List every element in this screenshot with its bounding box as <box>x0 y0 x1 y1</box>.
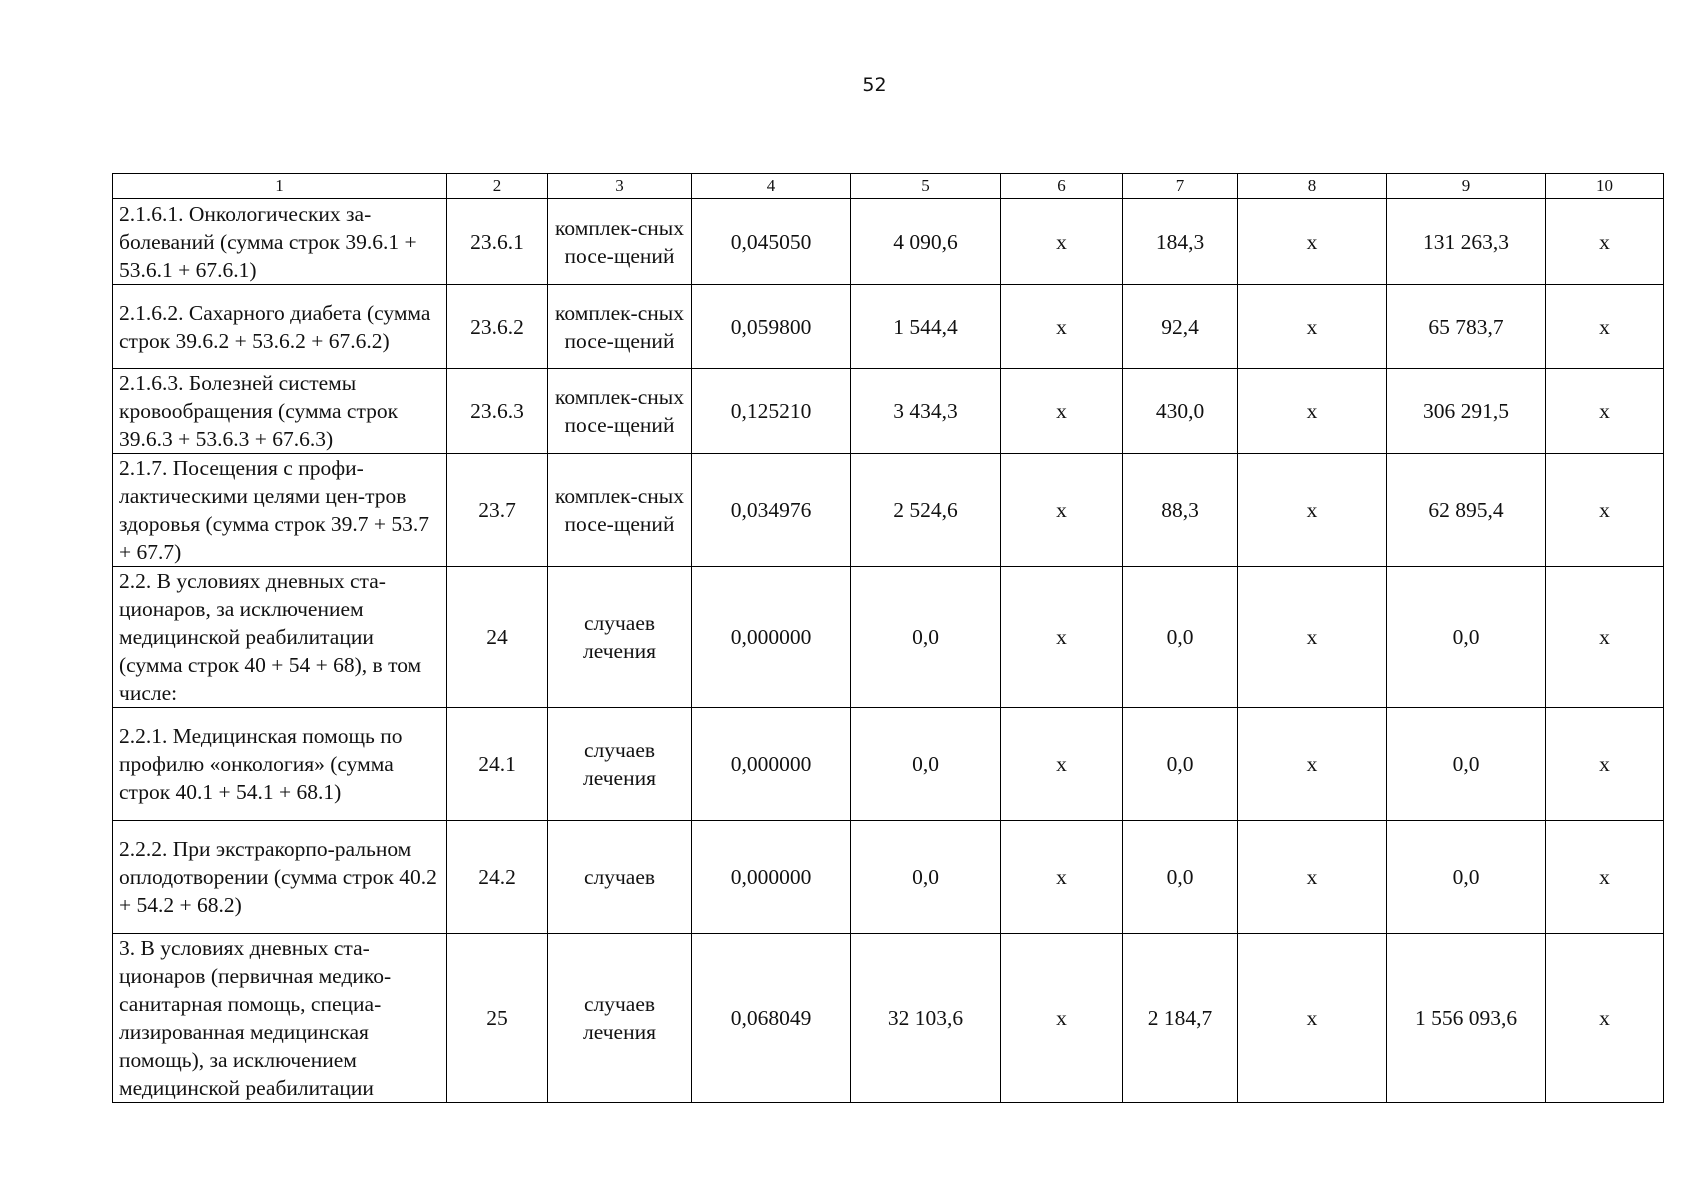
table-header <box>113 174 1664 199</box>
value-cell: 0,125210 <box>692 369 851 454</box>
row-label: 2.1.6.2. Сахарного диабета (сумма строк 39.6.2 + 53.6.2 + 67.6.2) <box>113 285 447 369</box>
unit-cell: комплек-сных посе-щений <box>548 199 692 285</box>
column-header: 1 <box>113 174 447 199</box>
value-cell: 0,0 <box>1123 708 1238 821</box>
value-cell: х <box>1238 285 1387 369</box>
row-number: 23.7 <box>447 454 548 567</box>
column-header: 3 <box>548 174 692 199</box>
row-number: 24 <box>447 567 548 708</box>
column-header: 10 <box>1546 174 1664 199</box>
value-cell: х <box>1001 567 1123 708</box>
value-cell: х <box>1546 369 1664 454</box>
value-cell: х <box>1238 454 1387 567</box>
value-cell: 0,0 <box>1387 708 1546 821</box>
table-row <box>113 821 1664 934</box>
row-number: 23.6.1 <box>447 199 548 285</box>
column-header: 2 <box>447 174 548 199</box>
value-cell: 0,000000 <box>692 821 851 934</box>
value-cell: 0,0 <box>1123 567 1238 708</box>
value-cell: 0,0 <box>1387 821 1546 934</box>
table-row <box>113 934 1664 1103</box>
row-number: 23.6.2 <box>447 285 548 369</box>
row-number: 25 <box>447 934 548 1103</box>
value-cell: 0,0 <box>851 821 1001 934</box>
value-cell: 0,0 <box>851 708 1001 821</box>
value-cell: х <box>1001 821 1123 934</box>
value-cell: 131 263,3 <box>1387 199 1546 285</box>
unit-cell: случаев лечения <box>548 708 692 821</box>
table-row <box>113 199 1664 285</box>
value-cell: х <box>1546 199 1664 285</box>
value-cell: 0,000000 <box>692 708 851 821</box>
column-header: 4 <box>692 174 851 199</box>
unit-cell: случаев лечения <box>548 567 692 708</box>
column-header: 7 <box>1123 174 1238 199</box>
value-cell: 0,068049 <box>692 934 851 1103</box>
value-cell: 65 783,7 <box>1387 285 1546 369</box>
value-cell: 62 895,4 <box>1387 454 1546 567</box>
value-cell: х <box>1238 934 1387 1103</box>
value-cell: х <box>1546 454 1664 567</box>
value-cell: 0,045050 <box>692 199 851 285</box>
value-cell: 1 544,4 <box>851 285 1001 369</box>
row-number: 23.6.3 <box>447 369 548 454</box>
value-cell: 2 184,7 <box>1123 934 1238 1103</box>
value-cell: 2 524,6 <box>851 454 1001 567</box>
value-cell: 0,034976 <box>692 454 851 567</box>
value-cell: х <box>1546 821 1664 934</box>
row-label: 3. В условиях дневных ста-ционаров (первичная медико-санитарная помощь, специа-лизированная медицинская помощь), за исключением медицинской реабилитации <box>113 934 447 1103</box>
value-cell: 430,0 <box>1123 369 1238 454</box>
value-cell: х <box>1238 567 1387 708</box>
value-cell: х <box>1001 285 1123 369</box>
value-cell: х <box>1238 369 1387 454</box>
unit-cell: случаев <box>548 821 692 934</box>
row-label: 2.1.6.3. Болезней системы кровообращения (сумма строк 39.6.3 + 53.6.3 + 67.6.3) <box>113 369 447 454</box>
value-cell: х <box>1546 285 1664 369</box>
value-cell: 306 291,5 <box>1387 369 1546 454</box>
column-header: 8 <box>1238 174 1387 199</box>
column-header: 6 <box>1001 174 1123 199</box>
row-label: 2.2.1. Медицинская помощь по профилю «онкология» (сумма строк 40.1 + 54.1 + 68.1) <box>113 708 447 821</box>
column-header: 5 <box>851 174 1001 199</box>
row-number: 24.1 <box>447 708 548 821</box>
value-cell: 0,0 <box>1387 567 1546 708</box>
row-label: 2.2.2. При экстракорпо-ральном оплодотворении (сумма строк 40.2 + 54.2 + 68.2) <box>113 821 447 934</box>
value-cell: х <box>1001 369 1123 454</box>
unit-cell: комплек-сных посе-щений <box>548 285 692 369</box>
value-cell: 0,000000 <box>692 567 851 708</box>
row-label: 2.1.6.1. Онкологических за-болеваний (сумма строк 39.6.1 + 53.6.1 + 67.6.1) <box>113 199 447 285</box>
unit-cell: комплек-сных посе-щений <box>548 454 692 567</box>
value-cell: х <box>1001 934 1123 1103</box>
value-cell: 3 434,3 <box>851 369 1001 454</box>
value-cell: х <box>1238 199 1387 285</box>
value-cell: 32 103,6 <box>851 934 1001 1103</box>
value-cell: х <box>1546 567 1664 708</box>
data-table <box>112 173 1664 1103</box>
value-cell: 0,0 <box>1123 821 1238 934</box>
value-cell: 92,4 <box>1123 285 1238 369</box>
value-cell: 88,3 <box>1123 454 1238 567</box>
column-header: 9 <box>1387 174 1546 199</box>
value-cell: 0,0 <box>851 567 1001 708</box>
value-cell: х <box>1546 708 1664 821</box>
value-cell: 184,3 <box>1123 199 1238 285</box>
value-cell: х <box>1001 454 1123 567</box>
value-cell: х <box>1238 708 1387 821</box>
table-row <box>113 567 1664 708</box>
table-body <box>113 199 1664 1103</box>
row-label: 2.2. В условиях дневных ста-ционаров, за исключением медицинской реабилитации (сумма строк 40 + 54 + 68), в том числе: <box>113 567 447 708</box>
table-row <box>113 285 1664 369</box>
unit-cell: комплек-сных посе-щений <box>548 369 692 454</box>
header-row <box>113 174 1664 199</box>
value-cell: х <box>1001 199 1123 285</box>
value-cell: 1 556 093,6 <box>1387 934 1546 1103</box>
value-cell: х <box>1546 934 1664 1103</box>
table-row <box>113 454 1664 567</box>
unit-cell: случаев лечения <box>548 934 692 1103</box>
value-cell: х <box>1238 821 1387 934</box>
row-label: 2.1.7. Посещения с профи-лактическими целями цен-тров здоровья (сумма строк 39.7 + 53.7 + 67.7) <box>113 454 447 567</box>
value-cell: 0,059800 <box>692 285 851 369</box>
table-row <box>113 369 1664 454</box>
value-cell: 4 090,6 <box>851 199 1001 285</box>
page-number: 52 <box>862 74 887 96</box>
value-cell: х <box>1001 708 1123 821</box>
table-row <box>113 708 1664 821</box>
row-number: 24.2 <box>447 821 548 934</box>
